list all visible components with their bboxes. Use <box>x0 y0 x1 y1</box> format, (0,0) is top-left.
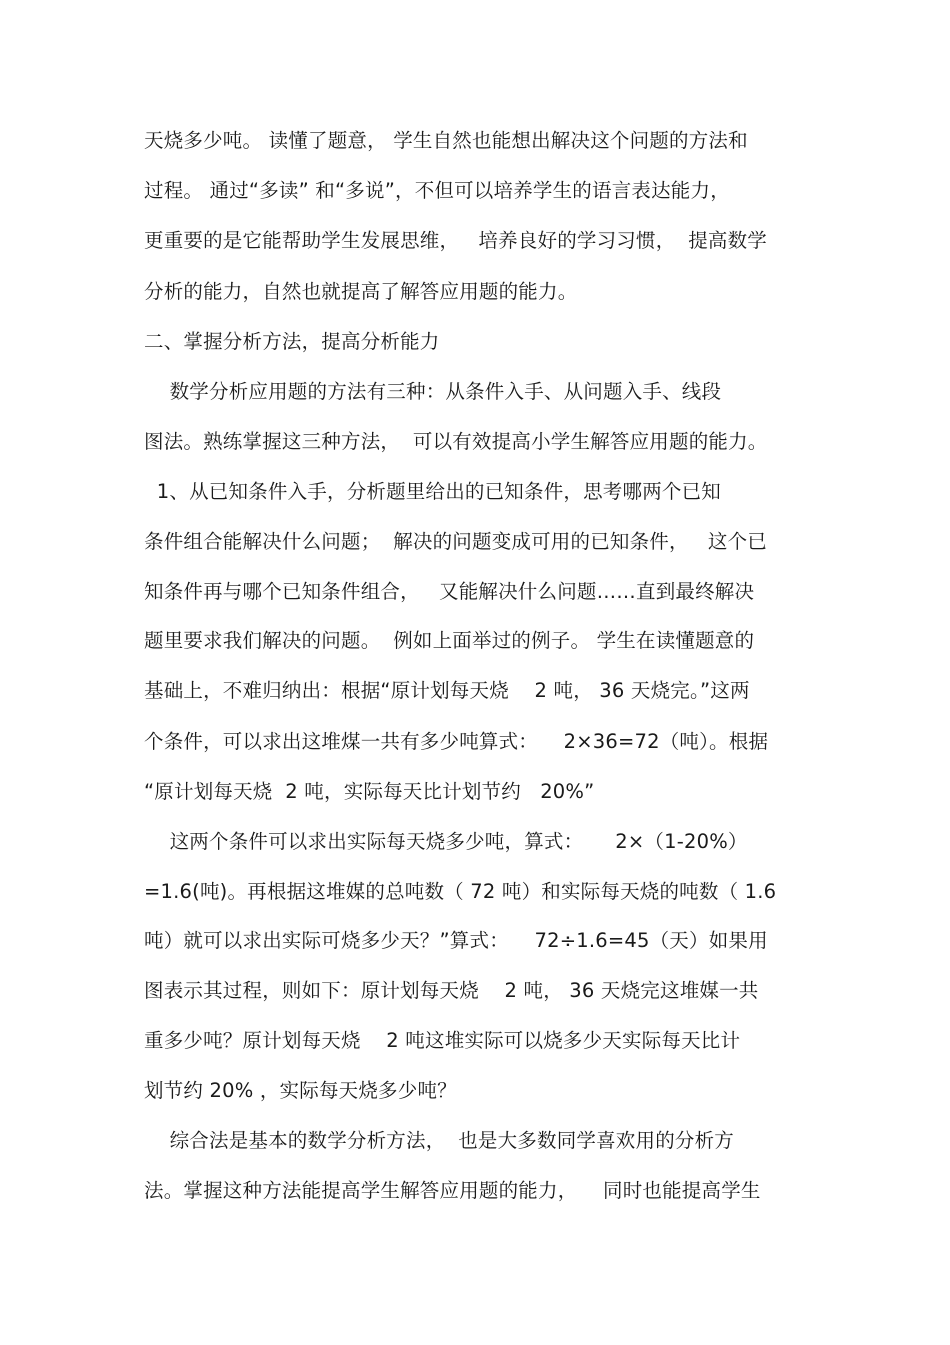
text-line-8: 1、从已知条件入手，分析题里给出的已知条件，思考哪两个已知 <box>144 480 722 503</box>
text-line-7: 图法。熟练掌握这三种方法， 可以有效提高小学生解答应用题的能力。 <box>144 430 768 453</box>
text-line-4: 分析的能力，自然也就提高了解答应用题的能力。 <box>144 280 578 303</box>
section-heading: 二、掌握分析方法，提高分析能力 <box>144 330 440 353</box>
text-line-2: 过程。 通过“多读” 和“多说”，不但可以培养学生的语言表达能力， <box>144 179 730 202</box>
text-line-21: 综合法是基本的数学分析方法， 也是大多数同学喜欢用的分析方 <box>144 1129 734 1152</box>
text-line-9: 条件组合能解决什么问题； 解决的问题变成可用的已知条件， 这个已 <box>144 530 767 553</box>
text-line-6: 数学分析应用题的方法有三种：从条件入手、从问题入手、线段 <box>144 380 722 403</box>
text-line-11: 题里要求我们解决的问题。 例如上面举过的例子。 学生在读懂题意的 <box>144 629 755 652</box>
text-line-1: 天烧多少吨。 读懂了题意， 学生自然也能想出解决这个问题的方法和 <box>144 129 748 152</box>
text-line-13: 个条件，可以求出这堆煤一共有多少吨算式： 2×36=72（吨）。根据 <box>144 730 769 753</box>
text-line-12: 基础上，不难归纳出：根据“原计划每天烧 2 吨， 36 天烧完。”这两 <box>144 679 750 702</box>
text-line-14: “原计划每天烧 2 吨，实际每天比计划节约 20%” <box>144 780 595 803</box>
text-line-18: 图表示其过程，则如下：原计划每天烧 2 吨， 36 天烧完这堆媒一共 <box>144 979 759 1002</box>
text-line-10: 知条件再与哪个已知条件组合， 又能解决什么问题……直到最终解决 <box>144 580 755 603</box>
text-line-15: 这两个条件可以求出实际每天烧多少吨，算式： 2×（1-20%） <box>144 830 748 853</box>
text-line-20: 划节约 20% ，实际每天烧多少吨？ <box>144 1079 457 1102</box>
text-line-19: 重多少吨？原计划每天烧 2 吨这堆实际可以烧多少天实际每天比计 <box>144 1029 741 1052</box>
text-line-16: =1.6(吨)。再根据这堆媒的总吨数（ 72 吨）和实际每天烧的吨数（ 1.6 <box>144 880 777 903</box>
text-line-22: 法。掌握这种方法能提高学生解答应用题的能力， 同时也能提高学生 <box>144 1179 761 1202</box>
text-line-17: 吨）就可以求出实际可烧多少天？”算式： 72÷1.6=45（天）如果用 <box>144 929 768 952</box>
text-line-3: 更重要的是它能帮助学生发展思维， 培养良好的学习习惯， 提高数学 <box>144 229 767 252</box>
